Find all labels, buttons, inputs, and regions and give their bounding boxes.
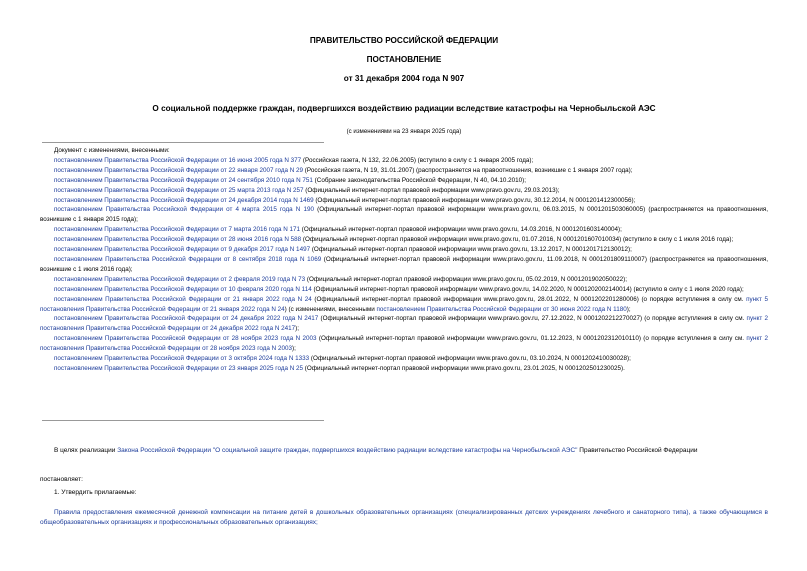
amendment-text: (Официальный интернет-портал правовой информации www.pravo.gov.ru, 30.12.2014, N 0001201412300056); (313, 196, 636, 204)
law-link[interactable]: Закона Российской Федерации "О социальной защите граждан, подвергшихся воздействию радиации вследствие катастрофы на Чернобыльской АЭС" (117, 447, 578, 454)
amendment-entry (40, 235, 768, 245)
amendment-entry (40, 186, 768, 196)
amendment-link[interactable]: пункт 2 постановления Правительства Российской Федерации от 28 ноября 2023 года N 2003 (40, 335, 769, 353)
amendment-text: (Официальный интернет-портал правовой информации www.pravo.gov.ru, 23.01.2025, N 0001202501230025). (303, 364, 625, 372)
amendment-text: (Официальный интернет-портал правовой информации www.pravo.gov.ru, 01.12.2023, N 0001202312010110) (о порядке вступления в силу см. (316, 335, 747, 343)
item-1-paragraph: 1. Утвердить прилагаемые: (54, 489, 137, 496)
amendment-entry (40, 176, 768, 186)
amendment-link[interactable]: постановлением Правительства Российской Федерации от 24 декабря 2022 года N 2417 (54, 315, 319, 323)
amendment-entry (40, 205, 768, 225)
amendment-text: (Официальный интернет-портал правовой информации www.pravo.gov.ru, 14.03.2016, N 0001201603140004); (300, 226, 622, 234)
amendment-entry (40, 196, 768, 206)
amendment-link[interactable]: постановлением Правительства Российской Федерации от 28 ноября 2023 года N 2003 (54, 335, 317, 343)
amendment-link[interactable]: постановлением Правительства Российской Федерации от 25 марта 2013 года N 257 (54, 186, 304, 194)
amendment-entry (40, 314, 768, 334)
amendment-link[interactable]: постановлением Правительства Российской Федерации от 21 января 2022 года N 24 (54, 295, 312, 303)
amendment-text: (Официальный интернет-портал правовой информации www.pravo.gov.ru, 01.07.2016, N 0001201607010034) (вступило в силу с 1 июля 2016 года); (301, 236, 734, 244)
government-heading: ПРАВИТЕЛЬСТВО РОССИЙСКОЙ ФЕДЕРАЦИИ (309, 36, 499, 45)
amendment-text: (Официальный интернет-портал правовой информации www.pravo.gov.ru, 11.09.2018, N 0001201809110007) (распространяется на правоотношения, возникшие с 1 июля 2016 года); (40, 255, 768, 273)
amendments-list (40, 143, 768, 374)
rules-link[interactable]: Правила предоставления ежемесячной денежной компенсации на питание детей в дошкольных образовательных организациях (специализированных детских учреждениях лечебного и санаторного типа), а также обучающимся в общеобразовательных организациях и профессиональных образовательных организациях; (40, 509, 768, 526)
amendment-text: ); (626, 305, 631, 313)
amendment-link[interactable]: постановлением Правительства Российской Федерации от 30 июня 2022 года N 1180 (376, 305, 627, 313)
amendment-link[interactable]: постановлением Правительства Российской Федерации от 2 февраля 2019 года N 73 (54, 275, 306, 283)
amendments-items (40, 156, 768, 374)
resolves-paragraph: постановляет: (40, 476, 83, 483)
amendment-entry (40, 156, 768, 166)
document-type-heading: ПОСТАНОВЛЕНИЕ (366, 55, 442, 64)
amendment-link[interactable]: постановлением Правительства Российской Федерации от 23 января 2025 года N 25 (54, 364, 304, 372)
amendment-link[interactable]: постановлением Правительства Российской Федерации от 28 июня 2016 года N 588 (54, 236, 302, 244)
amendment-text: (Собрание законодательства Российской Федерации, N 40, 04.10.2010); (312, 176, 527, 184)
amendments-intro: Документ с изменениями, внесенными: (54, 147, 170, 154)
amendment-link[interactable]: пункт 5 постановления Правительства Российской Федерации от 21 января 2022 года N 24 (40, 295, 768, 313)
amendment-text: (Официальный интернет-портал правовой информации www.pravo.gov.ru, 28.01.2022, N 0001202201280006) (о порядке вступления в силу см. (311, 295, 747, 303)
amendment-link[interactable]: постановлением Правительства Российской Федерации от 8 сентября 2018 года N 1069 (54, 255, 322, 263)
amendment-entry (40, 354, 768, 364)
amendment-entry (40, 275, 768, 285)
amendment-text: (Официальный интернет-портал правовой информации www.pravo.gov.ru, 27.12.2022, N 0001202212270027) (о порядке вступления в силу см. (318, 315, 747, 323)
amendment-entry (40, 225, 768, 235)
document-title: О социальной поддержке граждан, подвергшихся воздействию радиации вследствие катастрофы на Чернобыльской АЭС (152, 104, 656, 113)
amendment-link[interactable]: постановлением Правительства Российской Федерации от 3 октября 2024 года N 1333 (54, 355, 310, 363)
amendment-entry (40, 166, 768, 176)
amendment-text: (Официальный интернет-портал правовой информации www.pravo.gov.ru, 05.02.2019, N 0001201902050022); (305, 275, 627, 283)
amendment-text: ) (с изменениями, внесенными (284, 305, 377, 313)
amendment-link[interactable]: постановлением Правительства Российской Федерации от 9 декабря 2017 года N 1497 (54, 246, 311, 254)
amendment-link[interactable]: постановлением Правительства Российской Федерации от 24 декабря 2014 года N 1469 (54, 196, 314, 204)
amendment-text: ); (291, 345, 296, 353)
amendment-text: (Официальный интернет-портал правовой информации www.pravo.gov.ru, 06.03.2015, N 0001201503060005) (распространяется на правоотношения, возникшие с 1 января 2015 года); (40, 206, 768, 224)
amendment-link[interactable]: постановлением Правительства Российской Федерации от 10 февраля 2020 года N 114 (54, 285, 312, 293)
amendment-text: (Официальный интернет-портал правовой информации www.pravo.gov.ru, 29.03.2013); (303, 186, 560, 194)
amendment-text: (Официальный интернет-портал правовой информации www.pravo.gov.ru, 13.12.2017, N 0001201712130012); (310, 246, 632, 254)
amendment-text: ); (295, 325, 300, 333)
amendment-text: (Официальный интернет-портал правовой информации www.pravo.gov.ru, 03.10.2024, N 0001202410030028); (309, 355, 631, 363)
amendment-link[interactable]: постановлением Правительства Российской Федерации от 24 сентября 2010 года N 751 (54, 176, 313, 184)
bottom-divider (42, 420, 324, 421)
amendment-entry (40, 285, 768, 295)
amendment-entry (40, 364, 768, 374)
amendment-link[interactable]: постановлением Правительства Российской Федерации от 16 июня 2005 года N 377 (54, 156, 302, 164)
amendment-link[interactable]: постановлением Правительства Российской Федерации от 7 марта 2016 года N 171 (54, 226, 301, 234)
preamble-prefix: В целях реализации (54, 447, 118, 454)
amendment-entry (40, 245, 768, 255)
amendment-entry (40, 334, 768, 354)
amendment-text: (Официальный интернет-портал правовой информации www.pravo.gov.ru, 14.02.2020, N 0001202002140014) (вступило в силу с 1 июля 2020 года); (311, 285, 744, 293)
document-date-number: от 31 декабря 2004 года N 907 (343, 74, 465, 83)
amendment-link[interactable]: постановлением Правительства Российской Федерации от 22 января 2007 года N 29 (54, 166, 304, 174)
edition-note: (с изменениями на 23 января 2025 года) (346, 128, 462, 135)
amendment-link[interactable]: постановлением Правительства Российской Федерации от 4 марта 2015 года N 190 (54, 206, 315, 214)
amendment-text: (Российская газета, N 19, 31.01.2007) (распространяется на правоотношения, возникшие с 1 января 2007 года); (303, 166, 633, 174)
amendment-text: (Российская газета, N 132, 22.06.2005) (вступило в силу с 1 января 2005 года); (301, 156, 534, 164)
preamble-paragraph (40, 446, 768, 456)
amendment-link[interactable]: пункт 2 постановления Правительства Российской Федерации от 24 декабря 2022 года N 2417 (40, 315, 769, 333)
rules-paragraph (40, 508, 768, 528)
amendment-entry (40, 295, 768, 315)
amendment-entry (40, 255, 768, 275)
preamble-suffix: Правительство Российской Федерации (577, 447, 698, 454)
